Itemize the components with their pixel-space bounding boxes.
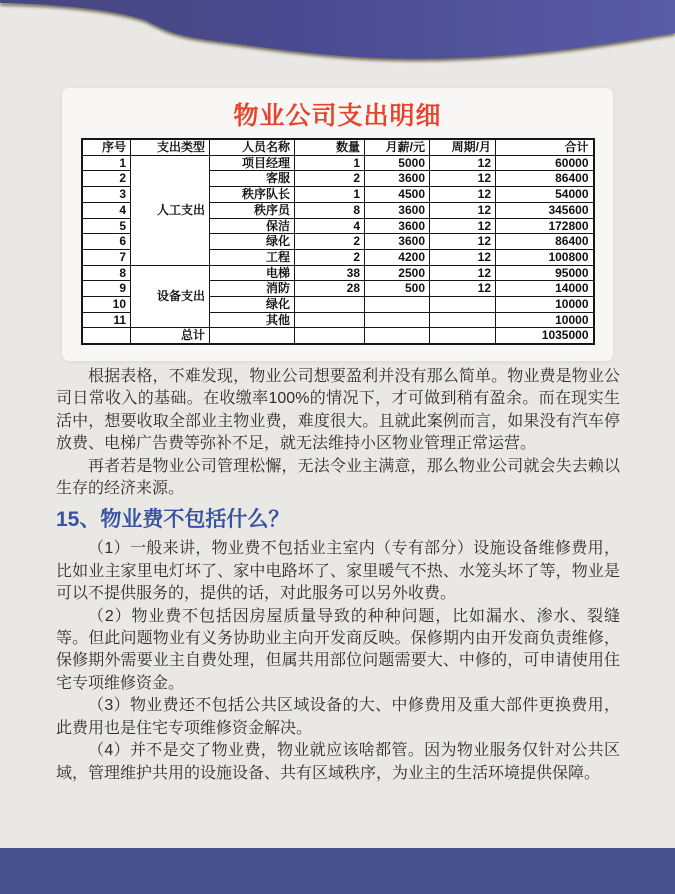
total-cell: 172800 — [496, 218, 594, 234]
salary-cell: 4200 — [365, 249, 430, 265]
period-cell: 12 — [430, 202, 496, 218]
salary-cell: 3600 — [365, 234, 430, 250]
top-wave-decoration — [0, 0, 675, 80]
quantity-cell: 38 — [295, 265, 365, 281]
personnel-name-cell: 保洁 — [210, 218, 295, 234]
quantity-cell: 2 — [295, 234, 365, 250]
quantity-cell: 2 — [295, 171, 365, 187]
quantity-cell: 2 — [295, 249, 365, 265]
row-number-cell: 11 — [82, 312, 131, 328]
salary-cell: 3600 — [365, 202, 430, 218]
period-cell: 12 — [430, 187, 496, 203]
table-title: 物业公司支出明细 — [233, 102, 442, 130]
section-paragraph: （4）并不是交了物业费，物业就应该啥都管。因为物业服务仅针对公共区域，管理维护共用的设施设备、共有区域秩序，为业主的生活环境提供保障。 — [56, 742, 620, 782]
personnel-name-cell: 项目经理 — [210, 155, 295, 171]
row-number-cell: 7 — [82, 249, 131, 265]
intro-paragraph: 根据表格，不难发现，物业公司想要盈利并没有那么简单。物业费是物业公司日常收入的基础。在收缴率100%的情况下，才可做到稍有盈余。而在现实生活中，想要收取全部业主物业费，难度很大。且就此案例而言，如果没有汽车停放费、电梯广告费等弥补不足，就无法维持小区物业管理正常运营。 — [56, 368, 620, 453]
salary-cell: 500 — [365, 281, 430, 297]
total-cell: 54000 — [496, 187, 594, 203]
section-paragraph: （2）物业费不包括因房屋质量导致的种种问题，比如漏水、渗水、裂缝等。但此问题物业有义务协助业主向开发商反映。保修期内由开发商负责维修，保修期外需要业主自费处理，但属共用部位问题需要大、中修的，可申请使用住宅专项维修资金。 — [56, 607, 620, 692]
personnel-name-cell: 消防 — [210, 281, 295, 297]
personnel-name-cell: 客服 — [210, 171, 295, 187]
period-cell: 12 — [430, 281, 496, 297]
table-header-cell: 序号 — [82, 139, 131, 155]
personnel-name-cell: 工程 — [210, 249, 295, 265]
total-cell: 86400 — [496, 234, 594, 250]
period-cell: 12 — [430, 265, 496, 281]
table-header-row — [82, 139, 594, 155]
row-number-cell: 3 — [82, 187, 131, 203]
salary-cell — [365, 328, 430, 344]
total-cell: 100800 — [496, 249, 594, 265]
quantity-cell — [295, 312, 365, 328]
footer-bar — [0, 848, 675, 894]
quantity-cell — [295, 328, 365, 344]
period-cell: 12 — [430, 249, 496, 265]
total-label-cell: 总计 — [131, 328, 210, 344]
personnel-name-cell: 绿化 — [210, 297, 295, 313]
row-number-cell: 8 — [82, 265, 131, 281]
total-cell: 95000 — [496, 265, 594, 281]
table-header-cell: 月薪/元 — [365, 139, 430, 155]
total-cell: 345600 — [496, 202, 594, 218]
section-heading: 15、物业费不包括什么？ — [56, 508, 290, 532]
table-total-row — [82, 328, 594, 344]
quantity-cell: 8 — [295, 202, 365, 218]
expense-table — [81, 138, 595, 345]
period-cell — [430, 297, 496, 313]
personnel-name-cell: 秩序员 — [210, 202, 295, 218]
personnel-name-cell — [210, 328, 295, 344]
total-cell: 10000 — [496, 297, 594, 313]
personnel-name-cell: 其他 — [210, 312, 295, 328]
row-number-cell: 6 — [82, 234, 131, 250]
row-number-cell: 4 — [82, 202, 131, 218]
intro-paragraph: 再者若是物业公司管理松懈，无法令业主满意，那么物业公司就会失去赖以生存的经济来源。 — [56, 457, 620, 498]
salary-cell — [365, 297, 430, 313]
article-content — [56, 366, 620, 785]
row-number-cell: 1 — [82, 155, 131, 171]
period-cell — [430, 312, 496, 328]
row-number-cell: 2 — [82, 171, 131, 187]
quantity-cell: 1 — [295, 155, 365, 171]
quantity-cell: 1 — [295, 187, 365, 203]
personnel-name-cell: 秩序队长 — [210, 187, 295, 203]
quantity-cell: 28 — [295, 281, 365, 297]
table-header-cell: 支出类型 — [131, 139, 210, 155]
row-number-cell: 10 — [82, 297, 131, 313]
total-cell: 10000 — [496, 312, 594, 328]
period-cell: 12 — [430, 155, 496, 171]
table-header-cell: 合计 — [496, 139, 594, 155]
wave-shape — [0, 0, 675, 59]
expense-type-cell: 人工支出 — [131, 155, 210, 265]
row-number-cell: 9 — [82, 281, 131, 297]
table-row — [82, 265, 594, 281]
period-cell: 12 — [430, 234, 496, 250]
section-paragraph: （3）物业费还不包括公共区域设备的大、中修费用及重大部件更换费用，此费用也是住宅专项维修资金解决。 — [56, 697, 620, 737]
personnel-name-cell: 电梯 — [210, 265, 295, 281]
salary-cell: 2500 — [365, 265, 430, 281]
salary-cell: 3600 — [365, 171, 430, 187]
row-number-cell — [82, 328, 131, 344]
total-cell: 60000 — [496, 155, 594, 171]
section-paragraph: （1）一般来讲，物业费不包括业主室内（专有部分）设施设备维修费用，比如业主家里电灯坏了、家中电路坏了、家里暖气不热、水笼头坏了等，物业是可以不提供服务的，提供的话，对此服务可以另外收费。 — [56, 540, 620, 603]
period-cell — [430, 328, 496, 344]
wave-svg — [0, 0, 675, 80]
row-number-cell: 5 — [82, 218, 131, 234]
table-header-cell: 数量 — [295, 139, 365, 155]
table-header-cell: 人员名称 — [210, 139, 295, 155]
total-cell: 86400 — [496, 171, 594, 187]
quantity-cell: 4 — [295, 218, 365, 234]
salary-cell — [365, 312, 430, 328]
personnel-name-cell: 绿化 — [210, 234, 295, 250]
salary-cell: 5000 — [365, 155, 430, 171]
salary-cell: 4500 — [365, 187, 430, 203]
expense-type-cell: 设备支出 — [131, 265, 210, 328]
period-cell: 12 — [430, 171, 496, 187]
total-cell: 14000 — [496, 281, 594, 297]
period-cell: 12 — [430, 218, 496, 234]
expense-table-card — [62, 88, 613, 361]
grand-total-cell: 1035000 — [496, 328, 594, 344]
salary-cell: 3600 — [365, 218, 430, 234]
table-header-cell: 周期/月 — [430, 139, 496, 155]
table-row — [82, 155, 594, 171]
quantity-cell — [295, 297, 365, 313]
